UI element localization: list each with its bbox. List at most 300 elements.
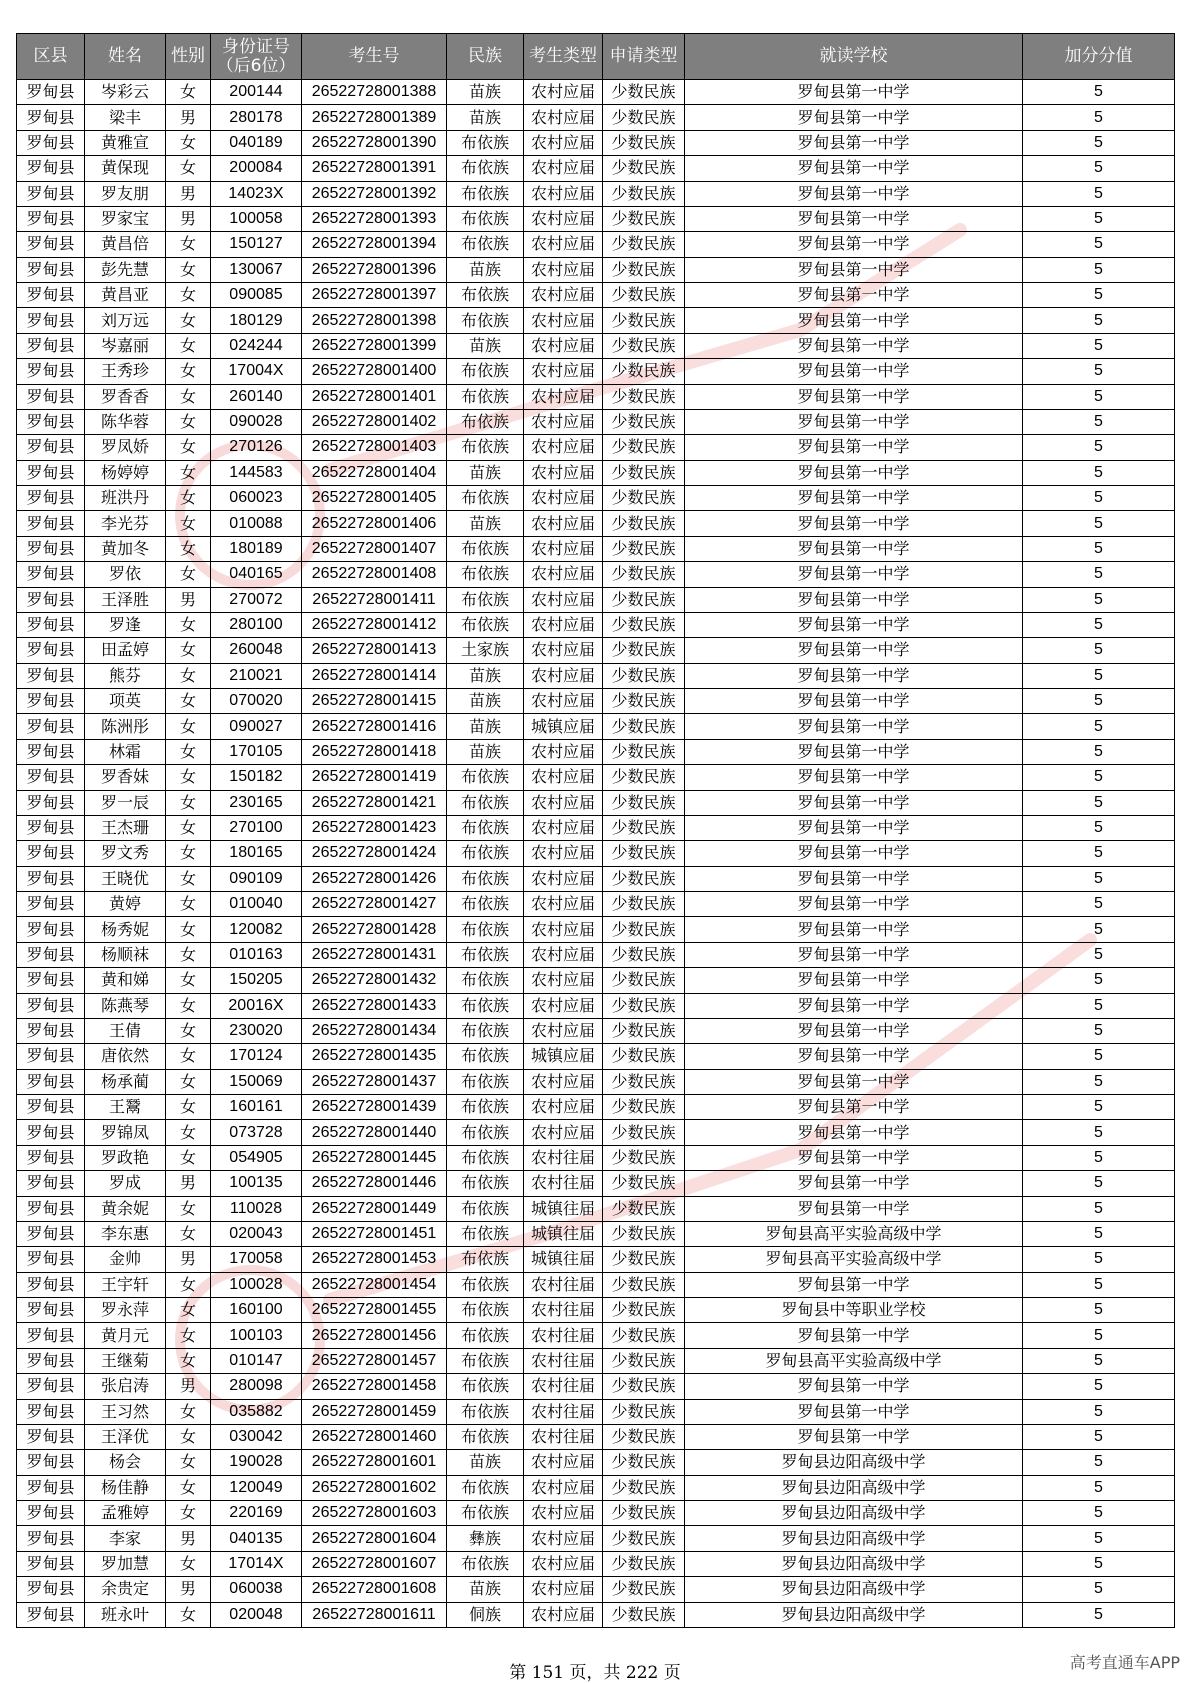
cell-candidate-type: 农村往届 bbox=[524, 1171, 603, 1196]
cell-exam-number: 26522728001434 bbox=[302, 1018, 447, 1043]
cell-bonus-points: 5 bbox=[1023, 714, 1175, 739]
cell-school: 罗甸县第一中学 bbox=[685, 612, 1023, 637]
header-row bbox=[17, 34, 1175, 80]
cell-application-type: 少数民族 bbox=[603, 587, 685, 612]
cell-bonus-points: 5 bbox=[1023, 1501, 1175, 1526]
cell-gender: 女 bbox=[166, 359, 211, 384]
cell-district: 罗甸县 bbox=[17, 612, 85, 637]
cell-name: 王杰珊 bbox=[85, 815, 166, 840]
table-row bbox=[17, 1221, 1175, 1246]
cell-ethnicity: 苗族 bbox=[447, 663, 524, 688]
cell-gender: 女 bbox=[166, 1044, 211, 1069]
cell-exam-number: 26522728001399 bbox=[302, 333, 447, 358]
table-row bbox=[17, 587, 1175, 612]
table-row bbox=[17, 1095, 1175, 1120]
cell-bonus-points: 5 bbox=[1023, 1348, 1175, 1373]
cell-school: 罗甸县第一中学 bbox=[685, 257, 1023, 282]
cell-name: 陈华蓉 bbox=[85, 409, 166, 434]
cell-application-type: 少数民族 bbox=[603, 333, 685, 358]
cell-exam-number: 26522728001603 bbox=[302, 1501, 447, 1526]
cell-candidate-type: 农村应届 bbox=[524, 359, 603, 384]
cell-candidate-type: 农村应届 bbox=[524, 917, 603, 942]
cell-gender: 女 bbox=[166, 435, 211, 460]
cell-district: 罗甸县 bbox=[17, 156, 85, 181]
cell-name: 罗凤娇 bbox=[85, 435, 166, 460]
cell-district: 罗甸县 bbox=[17, 1272, 85, 1297]
cell-district: 罗甸县 bbox=[17, 866, 85, 891]
cell-bonus-points: 5 bbox=[1023, 257, 1175, 282]
cell-application-type: 少数民族 bbox=[603, 1424, 685, 1449]
cell-district: 罗甸县 bbox=[17, 460, 85, 485]
cell-district: 罗甸县 bbox=[17, 993, 85, 1018]
cell-ethnicity: 苗族 bbox=[447, 714, 524, 739]
cell-candidate-type: 农村往届 bbox=[524, 1424, 603, 1449]
cell-ethnicity: 布依族 bbox=[447, 130, 524, 155]
cell-ethnicity: 布依族 bbox=[447, 156, 524, 181]
table-row bbox=[17, 156, 1175, 181]
cell-exam-number: 26522728001388 bbox=[302, 80, 447, 105]
cell-school: 罗甸县第一中学 bbox=[685, 333, 1023, 358]
table-row bbox=[17, 815, 1175, 840]
cell-candidate-type: 城镇往届 bbox=[524, 1221, 603, 1246]
cell-gender: 女 bbox=[166, 384, 211, 409]
cell-school: 罗甸县第一中学 bbox=[685, 1171, 1023, 1196]
cell-ethnicity: 布依族 bbox=[447, 1272, 524, 1297]
cell-name: 班洪丹 bbox=[85, 486, 166, 511]
cell-gender: 女 bbox=[166, 1272, 211, 1297]
cell-candidate-type: 农村应届 bbox=[524, 866, 603, 891]
cell-ethnicity: 布依族 bbox=[447, 1120, 524, 1145]
cell-gender: 女 bbox=[166, 156, 211, 181]
cell-ethnicity: 布依族 bbox=[447, 232, 524, 257]
cell-school: 罗甸县第一中学 bbox=[685, 993, 1023, 1018]
table-row bbox=[17, 1475, 1175, 1500]
cell-name: 李光芬 bbox=[85, 511, 166, 536]
table-row bbox=[17, 1171, 1175, 1196]
cell-id-suffix: 130067 bbox=[211, 257, 302, 282]
cell-id-suffix: 100103 bbox=[211, 1323, 302, 1348]
cell-candidate-type: 农村应届 bbox=[524, 1602, 603, 1627]
cell-district: 罗甸县 bbox=[17, 1501, 85, 1526]
cell-name: 项英 bbox=[85, 689, 166, 714]
cell-bonus-points: 5 bbox=[1023, 562, 1175, 587]
cell-name: 黄余妮 bbox=[85, 1196, 166, 1221]
cell-school: 罗甸县第一中学 bbox=[685, 105, 1023, 130]
cell-candidate-type: 农村应届 bbox=[524, 105, 603, 130]
cell-district: 罗甸县 bbox=[17, 181, 85, 206]
cell-district: 罗甸县 bbox=[17, 105, 85, 130]
cell-district: 罗甸县 bbox=[17, 1450, 85, 1475]
cell-gender: 男 bbox=[166, 206, 211, 231]
cell-ethnicity: 布依族 bbox=[447, 1298, 524, 1323]
cell-ethnicity: 布依族 bbox=[447, 790, 524, 815]
cell-school: 罗甸县第一中学 bbox=[685, 968, 1023, 993]
cell-application-type: 少数民族 bbox=[603, 1374, 685, 1399]
cell-exam-number: 26522728001451 bbox=[302, 1221, 447, 1246]
cell-school: 罗甸县第一中学 bbox=[685, 815, 1023, 840]
cell-id-suffix: 010088 bbox=[211, 511, 302, 536]
cell-district: 罗甸县 bbox=[17, 765, 85, 790]
cell-ethnicity: 布依族 bbox=[447, 917, 524, 942]
cell-exam-number: 26522728001418 bbox=[302, 739, 447, 764]
cell-gender: 女 bbox=[166, 486, 211, 511]
cell-application-type: 少数民族 bbox=[603, 435, 685, 460]
cell-ethnicity: 布依族 bbox=[447, 815, 524, 840]
cell-ethnicity: 布依族 bbox=[447, 384, 524, 409]
cell-exam-number: 26522728001419 bbox=[302, 765, 447, 790]
cell-ethnicity: 布依族 bbox=[447, 359, 524, 384]
cell-bonus-points: 5 bbox=[1023, 536, 1175, 561]
table-row bbox=[17, 1247, 1175, 1272]
cell-bonus-points: 5 bbox=[1023, 1602, 1175, 1627]
cell-exam-number: 26522728001427 bbox=[302, 892, 447, 917]
cell-district: 罗甸县 bbox=[17, 536, 85, 561]
cell-application-type: 少数民族 bbox=[603, 739, 685, 764]
cell-district: 罗甸县 bbox=[17, 587, 85, 612]
cell-exam-number: 26522728001394 bbox=[302, 232, 447, 257]
cell-candidate-type: 农村往届 bbox=[524, 1145, 603, 1170]
cell-gender: 女 bbox=[166, 1069, 211, 1094]
cell-exam-number: 26522728001396 bbox=[302, 257, 447, 282]
cell-bonus-points: 5 bbox=[1023, 1120, 1175, 1145]
cell-school: 罗甸县第一中学 bbox=[685, 638, 1023, 663]
cell-ethnicity: 布依族 bbox=[447, 1221, 524, 1246]
cell-bonus-points: 5 bbox=[1023, 815, 1175, 840]
column-header-candidate-type: 考生类型 bbox=[524, 34, 603, 80]
cell-ethnicity: 布依族 bbox=[447, 1399, 524, 1424]
cell-bonus-points: 5 bbox=[1023, 1577, 1175, 1602]
cell-candidate-type: 农村应届 bbox=[524, 308, 603, 333]
cell-school: 罗甸县第一中学 bbox=[685, 790, 1023, 815]
cell-bonus-points: 5 bbox=[1023, 409, 1175, 434]
cell-bonus-points: 5 bbox=[1023, 1044, 1175, 1069]
cell-id-suffix: 100028 bbox=[211, 1272, 302, 1297]
cell-bonus-points: 5 bbox=[1023, 283, 1175, 308]
cell-ethnicity: 土家族 bbox=[447, 638, 524, 663]
table-row bbox=[17, 536, 1175, 561]
cell-id-suffix: 150182 bbox=[211, 765, 302, 790]
cell-district: 罗甸县 bbox=[17, 917, 85, 942]
cell-candidate-type: 农村应届 bbox=[524, 815, 603, 840]
cell-id-suffix: 230020 bbox=[211, 1018, 302, 1043]
cell-school: 罗甸县第一中学 bbox=[685, 1069, 1023, 1094]
cell-candidate-type: 农村应届 bbox=[524, 536, 603, 561]
table-row bbox=[17, 638, 1175, 663]
cell-candidate-type: 农村应届 bbox=[524, 1526, 603, 1551]
cell-application-type: 少数民族 bbox=[603, 1298, 685, 1323]
cell-application-type: 少数民族 bbox=[603, 1221, 685, 1246]
cell-bonus-points: 5 bbox=[1023, 1196, 1175, 1221]
cell-exam-number: 26522728001433 bbox=[302, 993, 447, 1018]
cell-candidate-type: 农村应届 bbox=[524, 562, 603, 587]
cell-bonus-points: 5 bbox=[1023, 612, 1175, 637]
cell-application-type: 少数民族 bbox=[603, 105, 685, 130]
cell-bonus-points: 5 bbox=[1023, 765, 1175, 790]
cell-exam-number: 26522728001398 bbox=[302, 308, 447, 333]
cell-exam-number: 26522728001392 bbox=[302, 181, 447, 206]
cell-id-suffix: 190028 bbox=[211, 1450, 302, 1475]
cell-district: 罗甸县 bbox=[17, 1044, 85, 1069]
cell-candidate-type: 农村应届 bbox=[524, 1450, 603, 1475]
cell-name: 杨顺袜 bbox=[85, 942, 166, 967]
cell-ethnicity: 布依族 bbox=[447, 1323, 524, 1348]
cell-name: 李东惠 bbox=[85, 1221, 166, 1246]
cell-gender: 女 bbox=[166, 1501, 211, 1526]
cell-exam-number: 26522728001408 bbox=[302, 562, 447, 587]
table-row bbox=[17, 435, 1175, 460]
cell-ethnicity: 布依族 bbox=[447, 765, 524, 790]
cell-ethnicity: 布依族 bbox=[447, 409, 524, 434]
cell-application-type: 少数民族 bbox=[603, 206, 685, 231]
cell-bonus-points: 5 bbox=[1023, 80, 1175, 105]
cell-school: 罗甸县第一中学 bbox=[685, 1196, 1023, 1221]
table-row bbox=[17, 765, 1175, 790]
cell-bonus-points: 5 bbox=[1023, 790, 1175, 815]
cell-id-suffix: 170105 bbox=[211, 739, 302, 764]
cell-school: 罗甸县第一中学 bbox=[685, 536, 1023, 561]
cell-application-type: 少数民族 bbox=[603, 1018, 685, 1043]
cell-gender: 女 bbox=[166, 866, 211, 891]
cell-application-type: 少数民族 bbox=[603, 892, 685, 917]
cell-ethnicity: 彝族 bbox=[447, 1526, 524, 1551]
table-row bbox=[17, 689, 1175, 714]
cell-gender: 女 bbox=[166, 765, 211, 790]
cell-bonus-points: 5 bbox=[1023, 1374, 1175, 1399]
table-row bbox=[17, 206, 1175, 231]
cell-application-type: 少数民族 bbox=[603, 1348, 685, 1373]
cell-district: 罗甸县 bbox=[17, 384, 85, 409]
cell-id-suffix: 040135 bbox=[211, 1526, 302, 1551]
table-row bbox=[17, 790, 1175, 815]
cell-ethnicity: 布依族 bbox=[447, 1475, 524, 1500]
cell-application-type: 少数民族 bbox=[603, 1602, 685, 1627]
cell-bonus-points: 5 bbox=[1023, 1018, 1175, 1043]
cell-id-suffix: 180189 bbox=[211, 536, 302, 561]
cell-candidate-type: 农村应届 bbox=[524, 663, 603, 688]
cell-ethnicity: 苗族 bbox=[447, 105, 524, 130]
cell-bonus-points: 5 bbox=[1023, 892, 1175, 917]
cell-district: 罗甸县 bbox=[17, 638, 85, 663]
table-row bbox=[17, 892, 1175, 917]
table-row bbox=[17, 612, 1175, 637]
cell-id-suffix: 144583 bbox=[211, 460, 302, 485]
cell-exam-number: 26522728001459 bbox=[302, 1399, 447, 1424]
cell-gender: 女 bbox=[166, 562, 211, 587]
cell-application-type: 少数民族 bbox=[603, 1196, 685, 1221]
cell-application-type: 少数民族 bbox=[603, 1323, 685, 1348]
cell-name: 黄雅宣 bbox=[85, 130, 166, 155]
table-row bbox=[17, 917, 1175, 942]
cell-school: 罗甸县第一中学 bbox=[685, 206, 1023, 231]
cell-application-type: 少数民族 bbox=[603, 714, 685, 739]
cell-bonus-points: 5 bbox=[1023, 1145, 1175, 1170]
cell-district: 罗甸县 bbox=[17, 257, 85, 282]
cell-id-suffix: 090027 bbox=[211, 714, 302, 739]
cell-candidate-type: 农村应届 bbox=[524, 689, 603, 714]
cell-candidate-type: 农村应届 bbox=[524, 181, 603, 206]
cell-exam-number: 26522728001391 bbox=[302, 156, 447, 181]
cell-bonus-points: 5 bbox=[1023, 435, 1175, 460]
cell-exam-number: 26522728001407 bbox=[302, 536, 447, 561]
cell-application-type: 少数民族 bbox=[603, 815, 685, 840]
cell-candidate-type: 农村应届 bbox=[524, 765, 603, 790]
cell-candidate-type: 农村应届 bbox=[524, 892, 603, 917]
cell-application-type: 少数民族 bbox=[603, 1120, 685, 1145]
cell-exam-number: 26522728001412 bbox=[302, 612, 447, 637]
cell-name: 王晓优 bbox=[85, 866, 166, 891]
column-header-id-suffix: 身份证号 （后6位） bbox=[211, 34, 302, 80]
cell-application-type: 少数民族 bbox=[603, 1044, 685, 1069]
cell-candidate-type: 农村应届 bbox=[524, 993, 603, 1018]
cell-id-suffix: 230165 bbox=[211, 790, 302, 815]
cell-school: 罗甸县第一中学 bbox=[685, 130, 1023, 155]
cell-exam-number: 26522728001413 bbox=[302, 638, 447, 663]
cell-name: 罗友朋 bbox=[85, 181, 166, 206]
cell-application-type: 少数民族 bbox=[603, 612, 685, 637]
cell-school: 罗甸县边阳高级中学 bbox=[685, 1577, 1023, 1602]
cell-application-type: 少数民族 bbox=[603, 1145, 685, 1170]
cell-id-suffix: 073728 bbox=[211, 1120, 302, 1145]
cell-gender: 女 bbox=[166, 1196, 211, 1221]
table-row bbox=[17, 181, 1175, 206]
cell-name: 梁丰 bbox=[85, 105, 166, 130]
table-row bbox=[17, 257, 1175, 282]
cell-gender: 男 bbox=[166, 1171, 211, 1196]
cell-application-type: 少数民族 bbox=[603, 1577, 685, 1602]
column-header-school: 就读学校 bbox=[685, 34, 1023, 80]
cell-exam-number: 26522728001397 bbox=[302, 283, 447, 308]
cell-name: 杨婷婷 bbox=[85, 460, 166, 485]
cell-application-type: 少数民族 bbox=[603, 1247, 685, 1272]
cell-exam-number: 26522728001428 bbox=[302, 917, 447, 942]
cell-bonus-points: 5 bbox=[1023, 460, 1175, 485]
cell-candidate-type: 农村应届 bbox=[524, 612, 603, 637]
cell-district: 罗甸县 bbox=[17, 1018, 85, 1043]
cell-gender: 女 bbox=[166, 257, 211, 282]
cell-candidate-type: 农村往届 bbox=[524, 1399, 603, 1424]
cell-district: 罗甸县 bbox=[17, 232, 85, 257]
cell-exam-number: 26522728001423 bbox=[302, 815, 447, 840]
cell-gender: 女 bbox=[166, 841, 211, 866]
cell-candidate-type: 农村应届 bbox=[524, 257, 603, 282]
cell-school: 罗甸县第一中学 bbox=[685, 562, 1023, 587]
cell-application-type: 少数民族 bbox=[603, 1095, 685, 1120]
cell-candidate-type: 农村应届 bbox=[524, 942, 603, 967]
cell-name: 黄昌倍 bbox=[85, 232, 166, 257]
cell-exam-number: 26522728001454 bbox=[302, 1272, 447, 1297]
cell-ethnicity: 布依族 bbox=[447, 308, 524, 333]
cell-school: 罗甸县第一中学 bbox=[685, 283, 1023, 308]
table-row bbox=[17, 333, 1175, 358]
cell-bonus-points: 5 bbox=[1023, 156, 1175, 181]
cell-bonus-points: 5 bbox=[1023, 841, 1175, 866]
table-row bbox=[17, 1501, 1175, 1526]
cell-id-suffix: 160100 bbox=[211, 1298, 302, 1323]
table-row bbox=[17, 739, 1175, 764]
cell-name: 王泽胜 bbox=[85, 587, 166, 612]
cell-district: 罗甸县 bbox=[17, 1577, 85, 1602]
cell-name: 岑彩云 bbox=[85, 80, 166, 105]
cell-ethnicity: 布依族 bbox=[447, 1247, 524, 1272]
cell-school: 罗甸县边阳高级中学 bbox=[685, 1526, 1023, 1551]
cell-application-type: 少数民族 bbox=[603, 80, 685, 105]
cell-id-suffix: 180165 bbox=[211, 841, 302, 866]
cell-id-suffix: 090028 bbox=[211, 409, 302, 434]
cell-name: 余贵定 bbox=[85, 1577, 166, 1602]
cell-id-suffix: 17014X bbox=[211, 1551, 302, 1576]
cell-school: 罗甸县边阳高级中学 bbox=[685, 1602, 1023, 1627]
cell-ethnicity: 布依族 bbox=[447, 1044, 524, 1069]
cell-name: 王泽优 bbox=[85, 1424, 166, 1449]
cell-ethnicity: 布依族 bbox=[447, 486, 524, 511]
cell-gender: 女 bbox=[166, 536, 211, 561]
table-header bbox=[17, 34, 1175, 80]
cell-ethnicity: 布依族 bbox=[447, 536, 524, 561]
cell-id-suffix: 100135 bbox=[211, 1171, 302, 1196]
cell-id-suffix: 010147 bbox=[211, 1348, 302, 1373]
cell-name: 黄昌亚 bbox=[85, 283, 166, 308]
cell-gender: 女 bbox=[166, 1298, 211, 1323]
cell-application-type: 少数民族 bbox=[603, 765, 685, 790]
cell-candidate-type: 农村应届 bbox=[524, 1018, 603, 1043]
cell-school: 罗甸县第一中学 bbox=[685, 866, 1023, 891]
cell-name: 熊芬 bbox=[85, 663, 166, 688]
cell-id-suffix: 200084 bbox=[211, 156, 302, 181]
table-row bbox=[17, 1374, 1175, 1399]
cell-gender: 女 bbox=[166, 638, 211, 663]
table-row bbox=[17, 511, 1175, 536]
page-number: 第 151 页，共 222 页 bbox=[509, 1663, 681, 1683]
cell-candidate-type: 农村应届 bbox=[524, 1095, 603, 1120]
cell-ethnicity: 苗族 bbox=[447, 1450, 524, 1475]
cell-district: 罗甸县 bbox=[17, 1348, 85, 1373]
cell-name: 王宇轩 bbox=[85, 1272, 166, 1297]
cell-exam-number: 26522728001455 bbox=[302, 1298, 447, 1323]
cell-name: 罗文秀 bbox=[85, 841, 166, 866]
cell-exam-number: 26522728001446 bbox=[302, 1171, 447, 1196]
cell-name: 王秀珍 bbox=[85, 359, 166, 384]
cell-id-suffix: 110028 bbox=[211, 1196, 302, 1221]
cell-exam-number: 26522728001440 bbox=[302, 1120, 447, 1145]
cell-gender: 女 bbox=[166, 917, 211, 942]
cell-school: 罗甸县高平实验高级中学 bbox=[685, 1348, 1023, 1373]
cell-ethnicity: 布依族 bbox=[447, 892, 524, 917]
cell-application-type: 少数民族 bbox=[603, 638, 685, 663]
cell-name: 黄保现 bbox=[85, 156, 166, 181]
cell-exam-number: 26522728001401 bbox=[302, 384, 447, 409]
cell-district: 罗甸县 bbox=[17, 562, 85, 587]
cell-id-suffix: 060038 bbox=[211, 1577, 302, 1602]
cell-candidate-type: 农村往届 bbox=[524, 1323, 603, 1348]
cell-ethnicity: 布依族 bbox=[447, 1095, 524, 1120]
cell-district: 罗甸县 bbox=[17, 790, 85, 815]
cell-gender: 女 bbox=[166, 232, 211, 257]
table-row bbox=[17, 1298, 1175, 1323]
cell-application-type: 少数民族 bbox=[603, 790, 685, 815]
cell-ethnicity: 布依族 bbox=[447, 942, 524, 967]
cell-school: 罗甸县第一中学 bbox=[685, 511, 1023, 536]
cell-candidate-type: 农村应届 bbox=[524, 790, 603, 815]
cell-id-suffix: 024244 bbox=[211, 333, 302, 358]
cell-candidate-type: 农村应届 bbox=[524, 206, 603, 231]
cell-gender: 女 bbox=[166, 283, 211, 308]
cell-ethnicity: 布依族 bbox=[447, 206, 524, 231]
cell-name: 罗成 bbox=[85, 1171, 166, 1196]
cell-exam-number: 26522728001431 bbox=[302, 942, 447, 967]
table-body bbox=[17, 80, 1175, 1628]
cell-candidate-type: 农村应届 bbox=[524, 384, 603, 409]
cell-bonus-points: 5 bbox=[1023, 689, 1175, 714]
